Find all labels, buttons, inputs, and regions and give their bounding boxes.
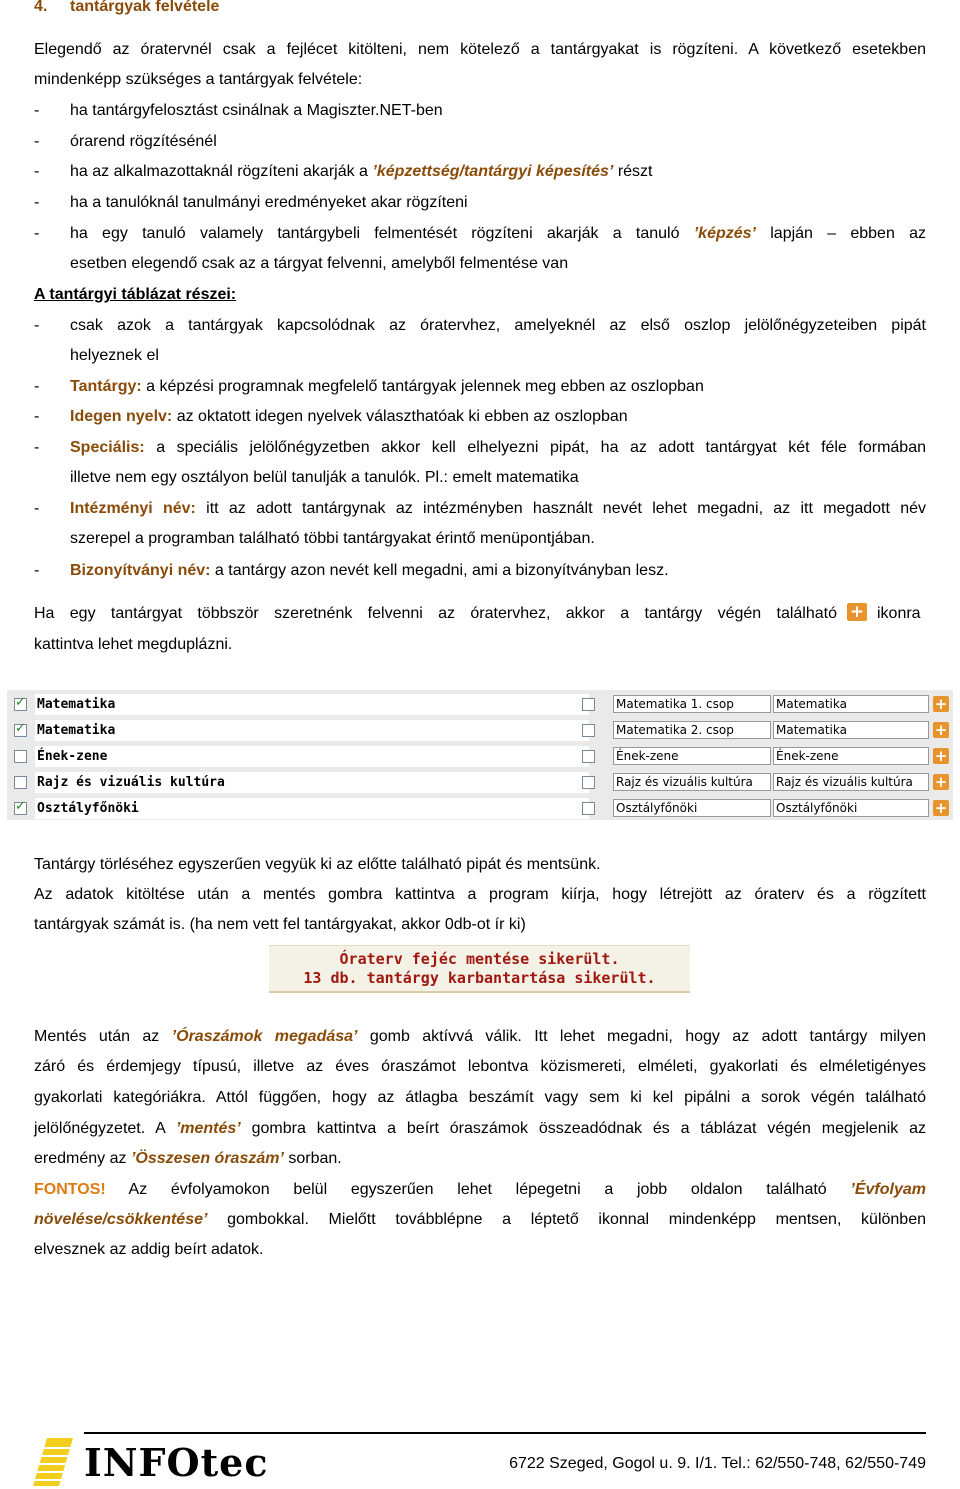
hours-line-2: záró és érdemjegy típusú, illetve az éves óraszámot lebontva közismereti, elméleti, gyakorlati és elméletigényes	[34, 1058, 926, 1075]
certificate-name-field[interactable]: Rajz és vizuális kultúra	[773, 773, 929, 791]
part-item-4: Speciális: a speciális jelölőnégyzetben akkor kell elhelyezni pipát, ha az adott tantárgyat két féle formában	[70, 439, 926, 456]
duplicate-line-2: kattintva lehet megduplázni.	[34, 636, 233, 653]
part-item-3: Idegen nyelv: az oktatott idegen nyelvek választhatóak ki ebben az oszlopban	[70, 408, 628, 425]
bullet-dash: -	[34, 133, 40, 150]
subject-name: Ének-zene	[35, 746, 589, 767]
table-row	[7, 744, 953, 768]
warning-line-1: FONTOS! Az évfolyamokon belül egyszerűen lehet lépegetni a jobb oldalon található ’Évfolyam	[34, 1181, 926, 1198]
section-number: 4.	[34, 0, 48, 15]
bullet-dash: -	[34, 408, 40, 425]
part-item-2: Tantárgy: a képzési programnak megfelelő tantárgyak jelennek meg ebben az oszlopban	[70, 378, 704, 395]
table-parts-title: A tantárgyi táblázat részei:	[34, 286, 237, 303]
bullet-dash: -	[34, 317, 40, 334]
institution-name-field[interactable]: Osztályfőnöki	[613, 799, 771, 817]
institution-name-field[interactable]: Ének-zene	[613, 747, 771, 765]
duplicate-plus-icon[interactable]: +	[934, 747, 948, 765]
hours-line-5: eredmény az ’Összesen óraszám’ sorban.	[34, 1150, 342, 1167]
case-item-2: órarend rögzítésénél	[70, 133, 217, 150]
certificate-name-field[interactable]: Matematika	[773, 695, 929, 713]
table-row	[7, 718, 953, 742]
special-checkbox[interactable]	[582, 750, 595, 763]
certificate-name-field[interactable]: Osztályfőnöki	[773, 799, 929, 817]
hours-line-4: jelölőnégyzetet. A ’mentés’ gombra kattintva a beírt óraszámok összeadódnak és a táblázat végén megjelenik az	[34, 1120, 927, 1137]
duplicate-plus-icon[interactable]: +	[934, 799, 948, 817]
bullet-dash: -	[34, 562, 40, 579]
footer-address: 6722 Szeged, Gogol u. 9. I/1. Tel.: 62/550-748, 62/550-749	[509, 1455, 926, 1472]
certificate-name-field[interactable]: Matematika	[773, 721, 929, 739]
subject-table	[7, 690, 953, 820]
intro-line-1: Elegendő az óratervnél csak a fejlécet kitölteni, nem kötelező a tantárgyakat is rögzíteni. A következő esetekben	[34, 41, 926, 58]
bullet-dash: -	[34, 225, 40, 242]
intro-line-2: mindenképp szükséges a tantárgyak felvétele:	[34, 71, 363, 88]
bullet-dash: -	[34, 378, 40, 395]
institution-name-field[interactable]: Matematika 1. csop	[613, 695, 771, 713]
special-checkbox[interactable]	[582, 724, 595, 737]
hours-line-1: Mentés után az ’Óraszámok megadása’ gomb aktívvá válik. Itt lehet megadni, hogy az adott tantárgy milyen	[34, 1028, 926, 1045]
subject-name: Matematika	[35, 694, 589, 715]
duplicate-line-1: Ha egy tantárgyat többször szeretnénk felvenni az óratervhez, akkor a tantárgy végén található	[34, 605, 837, 622]
bullet-dash: -	[34, 500, 40, 517]
case-item-5: ha egy tanuló valamely tantárgybeli felmentését rögzíteni akarják a tanuló ’képzés’ lapján – ebben az	[70, 225, 927, 242]
after-line-1: Tantárgy törléséhez egyszerűen vegyük ki az előtte található pipát és mentsünk.	[34, 856, 601, 873]
table-row	[7, 796, 953, 820]
save-success-message	[269, 945, 690, 993]
hours-line-3: gyakorlati kategóriákra. Attól függően, hogy az átlagba beszámít vagy sem ki kel pipálni a sorok végén található	[34, 1089, 926, 1106]
institution-name-field[interactable]: Rajz és vizuális kultúra	[613, 773, 771, 791]
part-item-1-cont: helyeznek el	[70, 347, 159, 364]
institution-name-field[interactable]: Matematika 2. csop	[613, 721, 771, 739]
subject-name: Osztályfőnöki	[35, 798, 589, 819]
case-item-4: ha a tanulóknál tanulmányi eredményeket akar rögzíteni	[70, 194, 468, 211]
duplicate-plus-icon[interactable]: +	[934, 721, 948, 739]
subject-name: Matematika	[35, 720, 589, 741]
case-item-5-cont: esetben elegendő csak az a tárgyat felvenni, amelyből felmentése van	[70, 255, 569, 272]
message-line-2: 13 db. tantárgy karbantartása sikerült.	[303, 969, 656, 987]
section-title: tantárgyak felvétele	[70, 0, 220, 15]
table-row	[7, 770, 953, 794]
warning-line-2: növelése/csökkentése’ gombokkal. Mielőtt továbblépne a léptető ikonnal mindenképp mentsen, különben	[34, 1211, 926, 1228]
part-item-5-cont: szerepel a programban található többi tantárgyakat érintő menüpontjában.	[70, 530, 595, 547]
warning-line-3: elvesznek az addig beírt adatok.	[34, 1241, 264, 1258]
bullet-dash: -	[34, 163, 40, 180]
message-line-1: Óraterv fejéc mentése sikerült.	[339, 950, 620, 968]
after-line-2: Az adatok kitöltése után a mentés gombra kattintva a program kiírja, hogy létrejött az óraterv és a rögzített	[34, 886, 926, 903]
include-checkbox[interactable]	[14, 776, 27, 789]
after-line-3: tantárgyak számát is. (ha nem vett fel tantárgyakat, akkor 0db-ot ír ki)	[34, 916, 526, 933]
part-item-1: csak azok a tantárgyak kapcsolódnak az óratervhez, amelyeknél az első oszlop jelölőnégyzeteiben pipát	[70, 317, 926, 334]
section-heading	[34, 0, 219, 17]
special-checkbox[interactable]	[582, 698, 595, 711]
certificate-name-field[interactable]: Ének-zene	[773, 747, 929, 765]
include-checkbox[interactable]	[14, 698, 27, 711]
include-checkbox[interactable]	[14, 724, 27, 737]
footer-rule	[84, 1432, 926, 1434]
bullet-dash: -	[34, 439, 40, 456]
special-checkbox[interactable]	[582, 802, 595, 815]
infotec-logo-mark-icon	[33, 1438, 73, 1486]
special-checkbox[interactable]	[582, 776, 595, 789]
table-row	[7, 692, 953, 716]
infotec-logo-text: INFOtec	[84, 1440, 269, 1485]
case-item-3: ha az alkalmazottaknál rögzíteni akarják a ’képzettség/tantárgyi képesítés’ részt	[70, 163, 653, 180]
subject-name: Rajz és vizuális kultúra	[35, 772, 589, 793]
include-checkbox[interactable]	[14, 750, 27, 763]
duplicate-plus-icon[interactable]: +	[934, 773, 948, 791]
part-item-6: Bizonyítványi név: a tantárgy azon nevét kell megadni, ami a bizonyítványban lesz.	[70, 562, 669, 579]
part-item-4-cont: illetve nem egy osztályon belül tanulják a tanulók. Pl.: emelt matematika	[70, 469, 579, 486]
part-item-5: Intézményi név: itt az adott tantárgynak az intézményben használt nevét lehet megadni, az itt megadott név	[70, 500, 927, 517]
bullet-dash: -	[34, 194, 40, 211]
add-icon-inline: +	[847, 603, 867, 621]
duplicate-plus-icon[interactable]: +	[934, 695, 948, 713]
duplicate-line-1-end: ikonra	[877, 605, 921, 622]
bullet-dash: -	[34, 102, 40, 119]
case-item-1: ha tantárgyfelosztást csinálnak a Magiszter.NET-ben	[70, 102, 443, 119]
include-checkbox[interactable]	[14, 802, 27, 815]
